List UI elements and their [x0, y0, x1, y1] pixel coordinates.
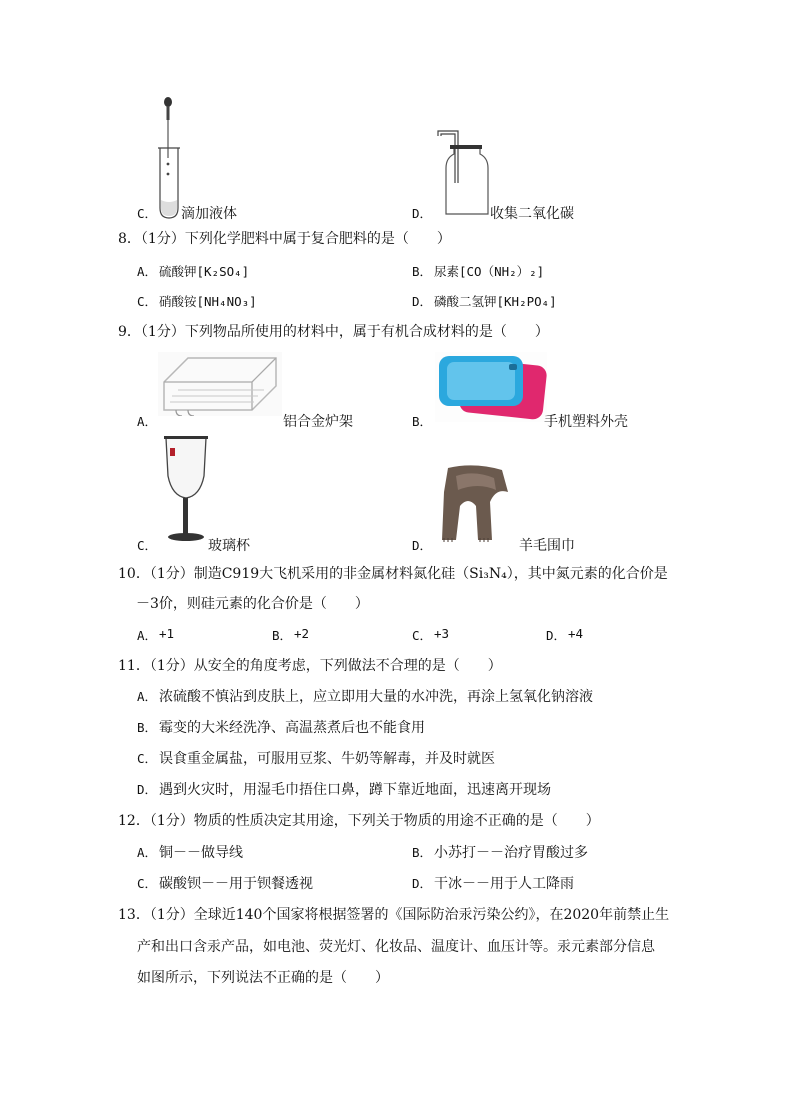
question-stem-line1: 10．（1分）制造C919大飞机采用的非金属材料氮化硅（Si₃N₄），其中氮元素的化合价是	[118, 566, 668, 582]
question-stem: 9．（1分）下列物品所使用的材料中，属于有机合成材料的是（ ）	[118, 324, 549, 340]
option-label: D．	[412, 294, 433, 309]
option-text: +1	[159, 626, 175, 641]
option-caption: 铝合金炉架	[283, 414, 353, 430]
option-label: B．	[412, 414, 433, 429]
question-stem-line1: 13．（1分）全球近140个国家将根据签署的《国际防治汞污染公约》，在2020年前禁止生	[118, 907, 670, 923]
option-text: 硫酸钾[K₂SO₄]	[159, 264, 250, 279]
option-text: 小苏打－－治疗胃酸过多	[434, 845, 588, 861]
option-caption: 羊毛围巾	[519, 538, 575, 554]
option-label: C．	[137, 876, 158, 891]
option-text: 浓硫酸不慎沾到皮肤上，应立即用大量的水冲洗，再涂上氢氧化钠溶液	[159, 689, 593, 705]
option-label: B．	[137, 720, 158, 735]
option-text: 误食重金属盐，可服用豆浆、牛奶等解毒，并及时就医	[159, 751, 495, 767]
dropper-test-tube-image	[150, 96, 190, 220]
option-text: 尿素[CO（NH₂）₂]	[434, 264, 545, 279]
option-label: D．	[137, 782, 158, 797]
option-caption: 收集二氧化碳	[490, 206, 574, 222]
option-text: 霉变的大米经洗净、高温蒸煮后也不能食用	[159, 720, 425, 736]
option-text: 遇到火灾时，用湿毛巾捂住口鼻，蹲下靠近地面，迅速离开现场	[159, 782, 551, 798]
option-label: B．	[272, 628, 293, 643]
option-label: D．	[546, 628, 567, 643]
option-text: +4	[568, 626, 584, 641]
option-label: A．	[137, 414, 158, 429]
wine-glass-image	[160, 434, 212, 544]
question-stem: 11．（1分）从安全的角度考虑，下列做法不合理的是（ ）	[118, 658, 502, 674]
aluminum-rack-image	[158, 352, 282, 416]
option-label: C．	[412, 628, 433, 643]
option-label: A．	[137, 689, 158, 704]
option-text: 铜－－做导线	[159, 845, 243, 861]
option-label: A．	[137, 628, 158, 643]
question-stem-line3: 如图所示，下列说法不正确的是（ ）	[137, 970, 389, 986]
option-label: C．	[137, 294, 158, 309]
option-label: C．	[137, 751, 158, 766]
option-text: 硝酸铵[NH₄NO₃]	[159, 294, 257, 309]
option-text: +3	[434, 626, 450, 641]
option-label: A．	[137, 845, 158, 860]
option-label: C．	[137, 206, 158, 221]
option-label: D．	[412, 206, 433, 221]
option-text: +2	[294, 626, 310, 641]
option-text: 磷酸二氢钾[KH₂PO₄]	[434, 294, 557, 309]
option-label: D．	[412, 876, 433, 891]
question-stem: 8．（1分）下列化学肥料中属于复合肥料的是（ ）	[118, 231, 451, 247]
option-label: A．	[137, 264, 158, 279]
question-stem-line2: －3价，则硅元素的化合价是（ ）	[136, 596, 369, 612]
option-caption: 手机塑料外壳	[544, 414, 628, 430]
option-label: C．	[137, 538, 158, 553]
question-stem-line2: 产和出口含汞产品，如电池、荧光灯、化妆品、温度计、血压计等。汞元素部分信息	[137, 939, 655, 955]
option-label: D．	[412, 538, 433, 553]
question-stem: 12．（1分）物质的性质决定其用途，下列关于物质的用途不正确的是（ ）	[118, 813, 600, 829]
wool-scarf-image	[434, 462, 516, 542]
option-caption: 滴加液体	[181, 206, 237, 222]
phone-case-image	[435, 352, 547, 422]
option-text: 干冰－－用于人工降雨	[434, 876, 574, 892]
option-label: B．	[412, 264, 433, 279]
gas-collection-bottle-image	[432, 128, 492, 218]
option-caption: 玻璃杯	[208, 538, 250, 554]
option-text: 碳酸钡－－用于钡餐透视	[159, 876, 313, 892]
option-label: B．	[412, 845, 433, 860]
